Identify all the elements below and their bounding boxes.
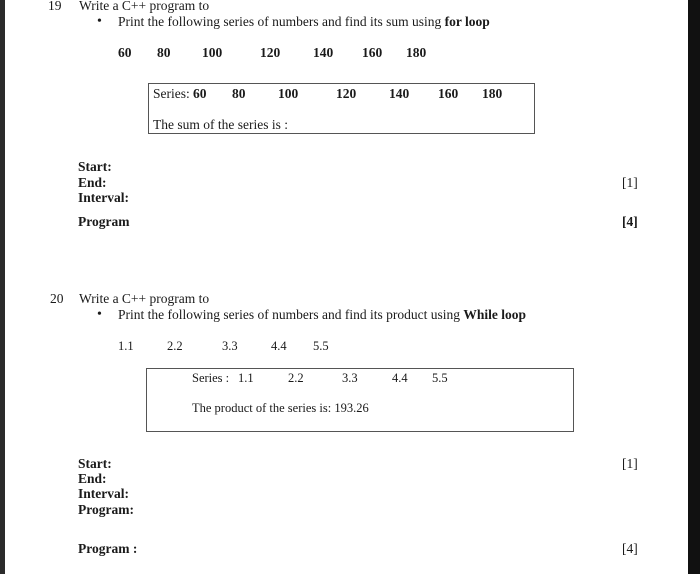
q20-program-label: Program:: [78, 502, 134, 517]
q20-box-series-value: 3.3: [342, 371, 358, 385]
q20-series-value: 3.3: [222, 339, 238, 353]
q19-title: Write a C++ program to: [79, 0, 210, 13]
q20-series-value: 4.4: [271, 339, 287, 353]
q19-box-series-value: 60: [193, 86, 207, 101]
q19-series-value: 100: [202, 45, 223, 60]
q19-task-bold: for loop: [444, 14, 490, 29]
q19-program-label: Program: [78, 214, 130, 229]
q19-box-series-value: 80: [232, 86, 246, 101]
q20-interval-label: Interval:: [78, 486, 129, 501]
q19-series-value: 180: [406, 45, 427, 60]
q20-task-text: Print the following series of numbers and find its product using: [118, 307, 460, 322]
q19-interval-label: Interval:: [78, 190, 129, 205]
q19-marks-1: [1]: [622, 175, 638, 190]
q20-box-series-value: 2.2: [288, 371, 304, 385]
q19-bullet: •: [97, 14, 102, 29]
q20-title: Write a C++ program to: [79, 291, 210, 306]
q19-series-value: 80: [157, 45, 171, 60]
q19-box-sum-text: The sum of the series is :: [153, 117, 288, 132]
q19-series-value: 60: [118, 45, 132, 60]
q19-box-series-value: 160: [438, 86, 459, 101]
q20-box-product-text: The product of the series is: 193.26: [192, 401, 369, 415]
q20-marks-2: [4]: [622, 541, 638, 556]
q19-number: 19: [48, 0, 62, 13]
right-frame-edge: [688, 0, 700, 574]
q19-box-series-value: 140: [389, 86, 410, 101]
q19-series-value: 140: [313, 45, 334, 60]
q19-task-text: Print the following series of numbers and find its sum using: [118, 14, 442, 29]
q20-program-label-2: Program :: [78, 541, 138, 556]
q19-marks-2: [4]: [622, 214, 638, 229]
q20-series-value: 1.1: [118, 339, 134, 353]
q20-bullet: •: [97, 307, 102, 322]
q20-task-bold: While loop: [463, 307, 526, 322]
q20-task: [118, 307, 526, 323]
q19-series-value: 120: [260, 45, 281, 60]
q19-series-value: 160: [362, 45, 383, 60]
q19-start-label: Start:: [78, 159, 112, 174]
q20-series-value: 2.2: [167, 339, 183, 353]
q20-box-series-value: 1.1: [238, 371, 254, 385]
q19-box-series-value: 180: [482, 86, 503, 101]
q19-box-series-value: 120: [336, 86, 357, 101]
q20-box-series-value: 4.4: [392, 371, 408, 385]
q20-end-label: End:: [78, 471, 107, 486]
q20-number: 20: [50, 291, 64, 306]
q19-box-series-label: Series:: [153, 86, 190, 101]
q20-series-value: 5.5: [313, 339, 329, 353]
q19-end-label: End:: [78, 175, 107, 190]
q19-box-series-value: 100: [278, 86, 299, 101]
q20-marks-1: [1]: [622, 456, 638, 471]
q20-box-series-label: Series :: [192, 371, 230, 385]
q20-start-label: Start:: [78, 456, 112, 471]
q20-box-series-value: 5.5: [432, 371, 448, 385]
left-frame-edge: [0, 0, 5, 574]
q19-task: [118, 14, 490, 30]
